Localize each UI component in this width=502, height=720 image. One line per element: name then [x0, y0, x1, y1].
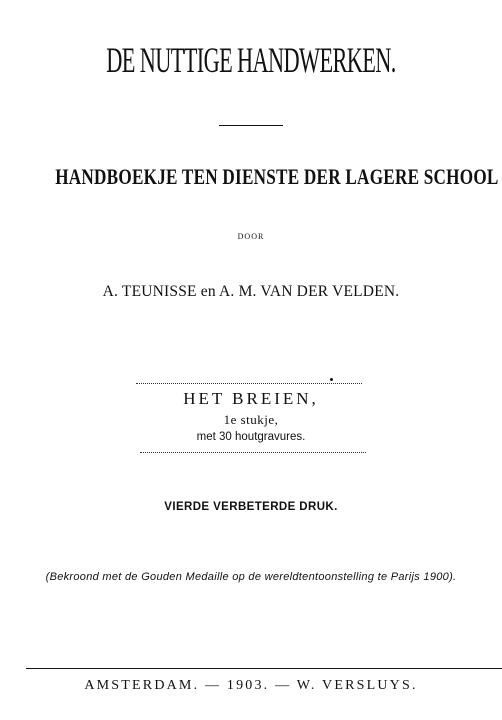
part-number: 1e stukje, — [223, 412, 279, 427]
part-engravings: met 30 houtgravures. — [196, 431, 306, 443]
dot-mark — [330, 378, 333, 381]
part-title: HET BREIEN, — [183, 389, 319, 408]
subtitle: HANDBOEKJE TEN DIENSTE DER LAGERE SCHOOL — [55, 164, 499, 189]
imprint: AMSTERDAM. — 1903. — W. VERSLUYS. — [84, 678, 418, 693]
edition: VIERDE VERBETERDE DRUK. — [164, 501, 338, 513]
award-note: (Bekroond met de Gouden Medaille op de wereldtentoonstelling te Parijs 1900). — [45, 571, 457, 583]
dotted-divider-bottom — [140, 452, 366, 453]
title-divider — [219, 125, 283, 126]
dotted-divider-top — [136, 383, 362, 384]
authors: A. TEUNISSE en A. M. VAN DER VELDEN. — [102, 283, 400, 300]
by-label: DOOR — [237, 232, 265, 241]
main-title: DE NUTTIGE HANDWERKEN. — [106, 40, 396, 80]
bottom-divider — [26, 668, 502, 669]
